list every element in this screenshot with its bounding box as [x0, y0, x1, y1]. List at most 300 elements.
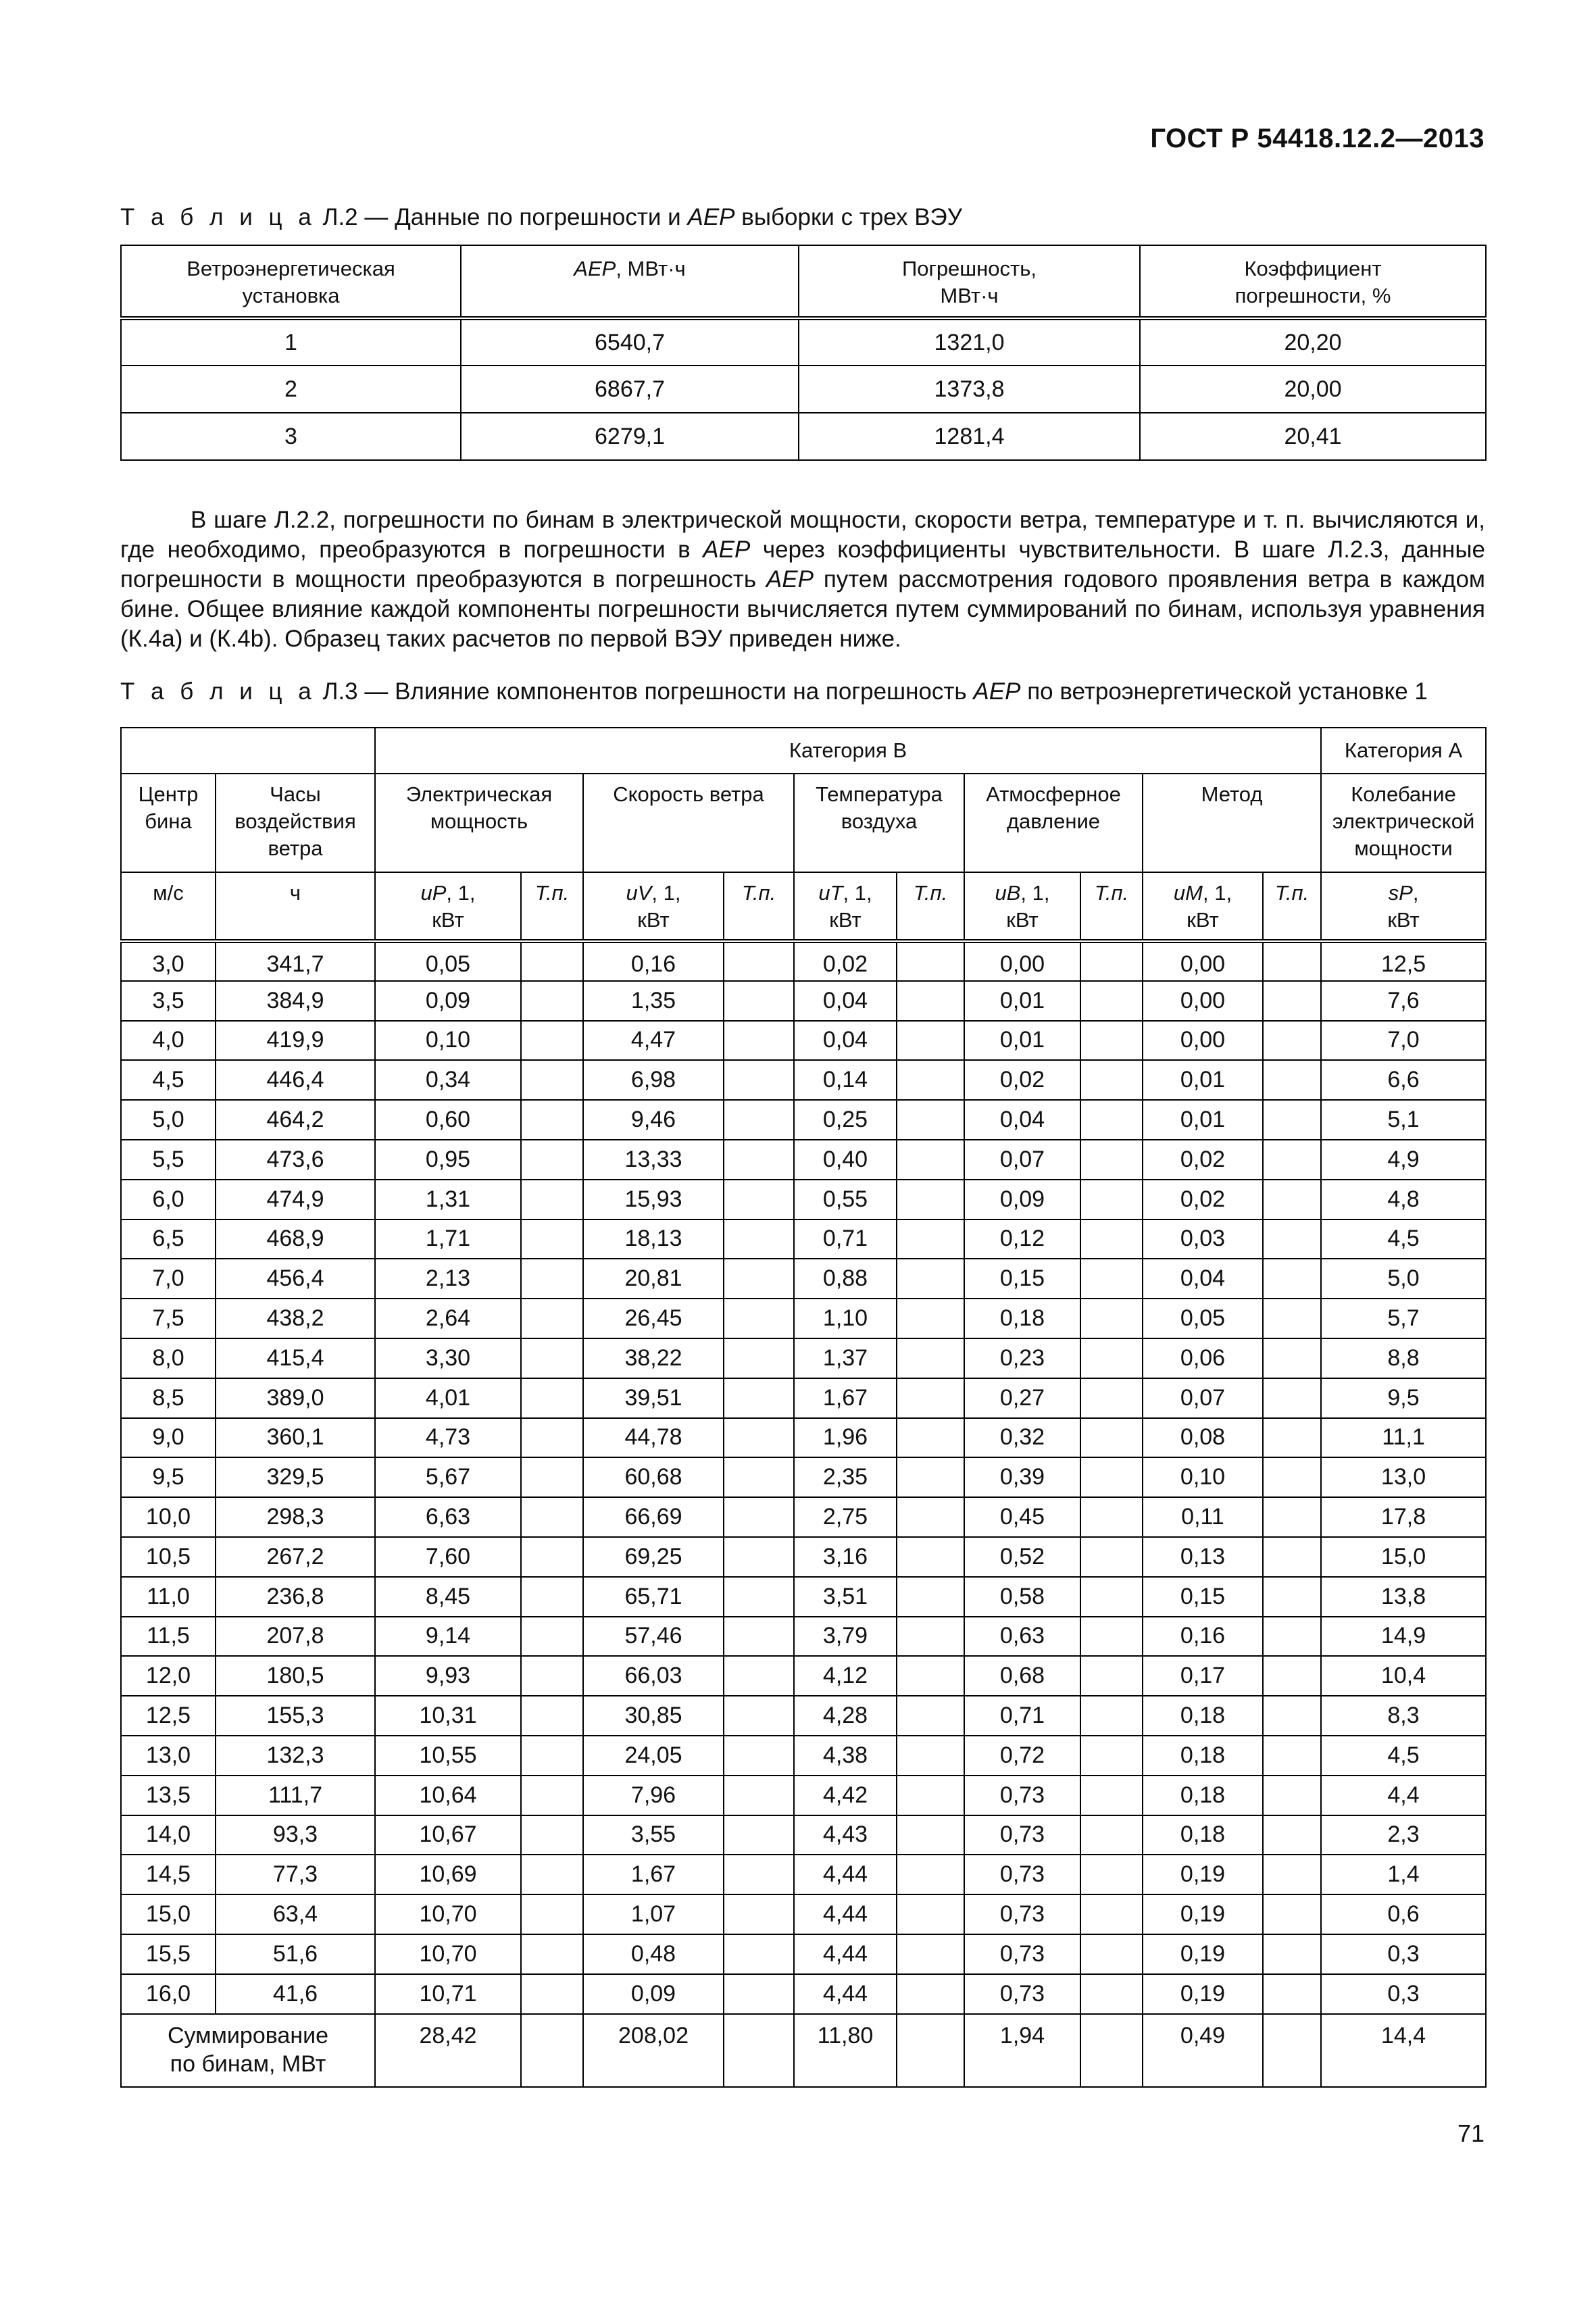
table-cell: 12,0: [121, 1656, 216, 1696]
tp-cell: [897, 1259, 964, 1299]
tp-cell: [897, 1776, 964, 1815]
table-cell: 0,09: [583, 1974, 724, 2014]
table-cell: 4,9: [1321, 1140, 1486, 1180]
tp-cell: [521, 1776, 583, 1815]
table-cell: 4,5: [1321, 1219, 1486, 1259]
tp-cell: [1080, 1021, 1143, 1061]
tp-cell: [521, 1418, 583, 1458]
table-cell: 0,73: [964, 1934, 1080, 1974]
table-cell: 66,03: [583, 1656, 724, 1696]
tp-cell: [521, 941, 583, 981]
tp-cell: [724, 1180, 794, 1219]
table3-name-row: [121, 774, 1486, 872]
table-cell: 66,69: [583, 1497, 724, 1537]
table-cell: 7,6: [1321, 981, 1486, 1021]
table-cell: 69,25: [583, 1537, 724, 1577]
table-cell: 0,60: [375, 1100, 521, 1140]
table-cell: 65,71: [583, 1577, 724, 1617]
standard-header: ГОСТ Р 54418.12.2—2013: [1150, 124, 1485, 153]
tp-cell: [1263, 1100, 1321, 1140]
table-cell: 1281,4: [799, 413, 1140, 460]
tp-cell: [521, 1815, 583, 1855]
sum-tp: [1263, 2014, 1321, 2087]
table-cell: 2,64: [375, 1299, 521, 1338]
table2-caption-aep: AEP: [687, 204, 735, 230]
table-cell: 473,6: [216, 1140, 375, 1180]
sum-speed: 208,02: [583, 2014, 724, 2087]
table-row: [121, 1497, 1486, 1537]
tp-cell: [1263, 1617, 1321, 1657]
tp-cell: [1080, 1259, 1143, 1299]
unit-hours: ч: [216, 872, 375, 941]
table-cell: 415,4: [216, 1338, 375, 1378]
table-cell: 0,72: [964, 1736, 1080, 1776]
tp-cell: [897, 1060, 964, 1100]
table-cell: 0,73: [964, 1776, 1080, 1815]
paragraph-text: В шаге Л.2.2, погрешности по бинам в электрической мощности, скорости ветра, температуре и т. п. вычисляются и, где необходимо, преобразуются в погрешности в AEP через коэффициенты чувствительности. В шаге Л.2.3, данные погрешности в мощности преобразуются в погрешность AEP путем рассмотрения годового проявления ветра в каждом бине. Общее влияние каждой компоненты погрешности вычисляется путем суммирований по бинам, используя уравнения (К.4а) и (К.4b). Образец таких расчетов по первой ВЭУ приведен ниже.: [120, 507, 1485, 652]
table-cell: 4,43: [794, 1815, 897, 1855]
tp-cell: [1263, 941, 1321, 981]
table-cell: 6540,7: [461, 318, 799, 366]
tp-cell: [521, 1378, 583, 1418]
table-cell: 7,60: [375, 1537, 521, 1577]
table-row: [121, 1934, 1486, 1974]
tp-cell: [724, 1934, 794, 1974]
table-row: [121, 1815, 1486, 1855]
table-cell: 0,63: [964, 1617, 1080, 1657]
tp-cell: [897, 1577, 964, 1617]
tp-cell: [1263, 1776, 1321, 1815]
table-cell: 0,15: [964, 1259, 1080, 1299]
table-cell: 38,22: [583, 1338, 724, 1378]
tp-cell: [897, 1457, 964, 1497]
table2-caption-end: выборки с трех ВЭУ: [741, 204, 962, 230]
table-cell: 13,0: [1321, 1457, 1486, 1497]
tp-cell: [521, 1934, 583, 1974]
table-cell: 44,78: [583, 1418, 724, 1458]
table2-caption: [120, 204, 962, 231]
tp-cell: [1263, 1457, 1321, 1497]
table-cell: 0,07: [1143, 1378, 1263, 1418]
table-cell: 0,01: [964, 981, 1080, 1021]
table-cell: 2,35: [794, 1457, 897, 1497]
table-cell: 464,2: [216, 1100, 375, 1140]
table-cell: 15,5: [121, 1934, 216, 1974]
tp-cell: [521, 1696, 583, 1736]
tp-cell: [521, 1259, 583, 1299]
unit-bin-center: м/с: [121, 872, 216, 941]
table-cell: 4,0: [121, 1021, 216, 1061]
table-cell: 77,3: [216, 1855, 375, 1894]
table-cell: 9,14: [375, 1617, 521, 1657]
table-cell: 0,02: [1143, 1140, 1263, 1180]
table-cell: 26,45: [583, 1299, 724, 1338]
sum-tp: [897, 2014, 964, 2087]
table-cell: 39,51: [583, 1378, 724, 1418]
table-row: [121, 981, 1486, 1021]
table-cell: 8,0: [121, 1338, 216, 1378]
table-row: [121, 1894, 1486, 1934]
table-cell: 0,25: [794, 1100, 897, 1140]
unit-up: uP, 1, кВт: [375, 872, 521, 941]
table-cell: 0,73: [964, 1855, 1080, 1894]
table2-col-turbine: Ветроэнергетическая установка: [121, 245, 461, 318]
table-cell: 0,73: [964, 1974, 1080, 2014]
table-cell: 0,45: [964, 1497, 1080, 1537]
table-cell: 0,19: [1143, 1974, 1263, 2014]
col-method: Метод: [1143, 774, 1321, 872]
table-cell: 8,45: [375, 1577, 521, 1617]
table-row: [121, 1617, 1486, 1657]
table-cell: 1,10: [794, 1299, 897, 1338]
table-cell: 18,13: [583, 1219, 724, 1259]
table-cell: 0,14: [794, 1060, 897, 1100]
tp-cell: [1263, 1021, 1321, 1061]
table-cell: 0,09: [375, 981, 521, 1021]
sum-tp: [1080, 2014, 1143, 2087]
sum-tp: [724, 2014, 794, 2087]
table-cell: 0,68: [964, 1656, 1080, 1696]
table-cell: 60,68: [583, 1457, 724, 1497]
tp-cell: [521, 1021, 583, 1061]
table-cell: 14,5: [121, 1855, 216, 1894]
tp-cell: [897, 1656, 964, 1696]
tp-cell: [1263, 1894, 1321, 1934]
unit-um: uM, 1, кВт: [1143, 872, 1263, 941]
table-cell: 3,5: [121, 981, 216, 1021]
table3-caption-lead: Т а б л и ц а: [120, 678, 316, 705]
tp-cell: [897, 1180, 964, 1219]
sum-power: 28,42: [375, 2014, 521, 2087]
tp-cell: [1080, 1100, 1143, 1140]
table-cell: 0,73: [964, 1815, 1080, 1855]
table-cell: 6,5: [121, 1219, 216, 1259]
table-cell: 4,73: [375, 1418, 521, 1458]
table-cell: 0,02: [1143, 1180, 1263, 1219]
table-cell: 0,34: [375, 1060, 521, 1100]
table-row: [121, 1100, 1486, 1140]
table-cell: 180,5: [216, 1656, 375, 1696]
tp-cell: [1080, 1537, 1143, 1577]
table-cell: 4,44: [794, 1974, 897, 2014]
table-cell: 0,95: [375, 1140, 521, 1180]
table-cell: 0,18: [1143, 1815, 1263, 1855]
table-cell: 13,0: [121, 1736, 216, 1776]
tp-cell: [521, 1180, 583, 1219]
table-cell: 6279,1: [461, 413, 799, 460]
table-cell: 8,8: [1321, 1338, 1486, 1378]
tp-cell: [724, 1259, 794, 1299]
table-cell: 11,5: [121, 1617, 216, 1657]
table-cell: 1,71: [375, 1219, 521, 1259]
tp-cell: [1263, 1537, 1321, 1577]
table-cell: 1373,8: [799, 366, 1140, 413]
table-cell: 0,71: [964, 1696, 1080, 1736]
table-row: [121, 413, 1486, 460]
tp-cell: [897, 1418, 964, 1458]
tp-cell: [1080, 1855, 1143, 1894]
table2-col-coefficient: Коэффициент погрешности, %: [1140, 245, 1486, 318]
table-row: [121, 318, 1486, 366]
tp-cell: [521, 1537, 583, 1577]
tp-cell: [724, 1815, 794, 1855]
table-cell: 446,4: [216, 1060, 375, 1100]
table-cell: 0,71: [794, 1219, 897, 1259]
table-cell: 30,85: [583, 1696, 724, 1736]
table-cell: 10,70: [375, 1934, 521, 1974]
table-cell: 10,69: [375, 1855, 521, 1894]
table-cell: 384,9: [216, 981, 375, 1021]
table-cell: 6,98: [583, 1060, 724, 1100]
table-cell: 2,13: [375, 1259, 521, 1299]
tp-cell: [724, 1776, 794, 1815]
tp-cell: [724, 1060, 794, 1100]
table-cell: 5,0: [121, 1100, 216, 1140]
table-cell: 4,5: [121, 1060, 216, 1100]
table-cell: 0,16: [1143, 1617, 1263, 1657]
tp-cell: [897, 1617, 964, 1657]
tp-cell: [1080, 1656, 1143, 1696]
table-cell: 0,00: [1143, 941, 1263, 981]
tp-cell: [724, 1338, 794, 1378]
tp-cell: [1080, 1140, 1143, 1180]
table-cell: 14,0: [121, 1815, 216, 1855]
unit-tp: T.п.: [724, 872, 794, 941]
table-cell: 4,01: [375, 1378, 521, 1418]
tp-cell: [1263, 1299, 1321, 1338]
table-cell: 0,01: [1143, 1060, 1263, 1100]
table-cell: 5,0: [1321, 1259, 1486, 1299]
table-cell: 474,9: [216, 1180, 375, 1219]
tp-cell: [1263, 1219, 1321, 1259]
tp-cell: [724, 1219, 794, 1259]
tp-cell: [724, 1577, 794, 1617]
table-cell: 0,08: [1143, 1418, 1263, 1458]
sum-fluctuation: 14,4: [1321, 2014, 1486, 2087]
table-cell: 7,96: [583, 1776, 724, 1815]
tp-cell: [724, 1378, 794, 1418]
table2-header-row: [121, 245, 1486, 318]
tp-cell: [897, 1736, 964, 1776]
table-cell: 3,79: [794, 1617, 897, 1657]
table-cell: 1,31: [375, 1180, 521, 1219]
table-cell: 0,05: [375, 941, 521, 981]
tp-cell: [897, 1894, 964, 1934]
tp-cell: [897, 981, 964, 1021]
tp-cell: [521, 1855, 583, 1894]
table-row: [121, 1180, 1486, 1219]
table-cell: 12,5: [1321, 941, 1486, 981]
table-row: [121, 1577, 1486, 1617]
table-cell: 419,9: [216, 1021, 375, 1061]
tp-cell: [897, 1338, 964, 1378]
tp-cell: [1080, 1418, 1143, 1458]
table-cell: 16,0: [121, 1974, 216, 2014]
tp-cell: [724, 1617, 794, 1657]
table-cell: 20,20: [1140, 318, 1486, 366]
table-cell: 207,8: [216, 1617, 375, 1657]
table-cell: 0,52: [964, 1537, 1080, 1577]
tp-cell: [1080, 1060, 1143, 1100]
tp-cell: [1263, 1180, 1321, 1219]
tp-cell: [521, 1219, 583, 1259]
table-cell: 0,18: [1143, 1696, 1263, 1736]
unit-tp: T.п.: [1080, 872, 1143, 941]
table-cell: 10,0: [121, 1497, 216, 1537]
tp-cell: [1080, 1696, 1143, 1736]
table-cell: 267,2: [216, 1537, 375, 1577]
table-cell: 9,5: [1321, 1378, 1486, 1418]
tp-cell: [1263, 1815, 1321, 1855]
table-cell: 20,00: [1140, 366, 1486, 413]
tp-cell: [897, 1497, 964, 1537]
table2: [120, 245, 1487, 461]
table3-sum-row: [121, 2014, 1486, 2087]
tp-cell: [521, 1736, 583, 1776]
table-cell: 155,3: [216, 1696, 375, 1736]
table-cell: 6,6: [1321, 1060, 1486, 1100]
table-cell: 4,44: [794, 1894, 897, 1934]
table-cell: 9,93: [375, 1656, 521, 1696]
table3-corner-cell: [121, 728, 375, 774]
table-cell: 10,4: [1321, 1656, 1486, 1696]
tp-cell: [1080, 1974, 1143, 2014]
table-cell: 1,37: [794, 1338, 897, 1378]
tp-cell: [521, 1338, 583, 1378]
tp-cell: [1263, 1656, 1321, 1696]
table-cell: 298,3: [216, 1497, 375, 1537]
tp-cell: [724, 1497, 794, 1537]
col-power-fluctuation: Колебание электрической мощности: [1321, 774, 1486, 872]
table-cell: 93,3: [216, 1815, 375, 1855]
tp-cell: [724, 1299, 794, 1338]
table-cell: 10,70: [375, 1894, 521, 1934]
tp-cell: [1080, 1617, 1143, 1657]
table-cell: 14,9: [1321, 1617, 1486, 1657]
tp-cell: [897, 1219, 964, 1259]
table-cell: 17,8: [1321, 1497, 1486, 1537]
table-cell: 2,3: [1321, 1815, 1486, 1855]
table-row: [121, 1259, 1486, 1299]
table-cell: 41,6: [216, 1974, 375, 2014]
table-cell: 0,07: [964, 1140, 1080, 1180]
table-cell: 9,5: [121, 1457, 216, 1497]
tp-cell: [1080, 1497, 1143, 1537]
table-cell: 7,0: [121, 1259, 216, 1299]
table-cell: 360,1: [216, 1418, 375, 1458]
tp-cell: [897, 1815, 964, 1855]
table-cell: 12,5: [121, 1696, 216, 1736]
tp-cell: [521, 1894, 583, 1934]
tp-cell: [521, 1457, 583, 1497]
tp-cell: [724, 1021, 794, 1061]
unit-uv: uV, 1, кВт: [583, 872, 724, 941]
table-cell: 0,88: [794, 1259, 897, 1299]
tp-cell: [897, 941, 964, 981]
tp-cell: [1263, 1736, 1321, 1776]
table-cell: 4,44: [794, 1934, 897, 1974]
table-cell: 0,27: [964, 1378, 1080, 1418]
tp-cell: [1080, 1219, 1143, 1259]
unit-tp: T.п.: [897, 872, 964, 941]
table-cell: 20,81: [583, 1259, 724, 1299]
table-row: [121, 1696, 1486, 1736]
tp-cell: [1263, 1338, 1321, 1378]
table-cell: 0,05: [1143, 1299, 1263, 1338]
table-cell: 2: [121, 366, 461, 413]
table-row: [121, 1060, 1486, 1100]
table-cell: 11,1: [1321, 1418, 1486, 1458]
table-cell: 1321,0: [799, 318, 1140, 366]
table-cell: 0,48: [583, 1934, 724, 1974]
table-cell: 13,8: [1321, 1577, 1486, 1617]
table-cell: 6867,7: [461, 366, 799, 413]
col-hours: Часы воздействия ветра: [216, 774, 375, 872]
tp-cell: [897, 1378, 964, 1418]
table-cell: 0,13: [1143, 1537, 1263, 1577]
table3: [120, 727, 1487, 2088]
table3-category-row: [121, 728, 1486, 774]
table3-caption-end: по ветроэнергетической установке 1: [1027, 678, 1428, 705]
table-cell: 0,03: [1143, 1219, 1263, 1259]
tp-cell: [521, 1060, 583, 1100]
tp-cell: [1080, 1180, 1143, 1219]
table-cell: 0,58: [964, 1577, 1080, 1617]
table-cell: 1,07: [583, 1894, 724, 1934]
table-cell: 0,10: [375, 1021, 521, 1061]
table-cell: 0,55: [794, 1180, 897, 1219]
table-row: [121, 1418, 1486, 1458]
table-cell: 0,3: [1321, 1974, 1486, 2014]
table-cell: 7,0: [1321, 1021, 1486, 1061]
table-cell: 438,2: [216, 1299, 375, 1338]
table-cell: 1: [121, 318, 461, 366]
tp-cell: [1080, 981, 1143, 1021]
tp-cell: [897, 1140, 964, 1180]
tp-cell: [897, 1021, 964, 1061]
table-cell: 11,0: [121, 1577, 216, 1617]
tp-cell: [1263, 1418, 1321, 1458]
table-cell: 0,6: [1321, 1894, 1486, 1934]
tp-cell: [1080, 1457, 1143, 1497]
tp-cell: [1080, 1299, 1143, 1338]
col-air-temperature: Температура воздуха: [794, 774, 964, 872]
table-cell: 24,05: [583, 1736, 724, 1776]
table-cell: 0,02: [794, 941, 897, 981]
tp-cell: [521, 1299, 583, 1338]
table-cell: 4,4: [1321, 1776, 1486, 1815]
table-cell: 10,71: [375, 1974, 521, 2014]
tp-cell: [724, 1736, 794, 1776]
tp-cell: [1263, 1060, 1321, 1100]
tp-cell: [521, 1617, 583, 1657]
table-cell: 5,1: [1321, 1100, 1486, 1140]
table-cell: 1,67: [583, 1855, 724, 1894]
tp-cell: [521, 1100, 583, 1140]
table3-body: [121, 941, 1486, 2087]
tp-cell: [724, 941, 794, 981]
table3-unit-row: [121, 872, 1486, 941]
table-cell: 10,67: [375, 1815, 521, 1855]
table-cell: 15,0: [121, 1894, 216, 1934]
col-electric-power: Электрическая мощность: [375, 774, 583, 872]
table-row: [121, 1656, 1486, 1696]
table-cell: 10,64: [375, 1776, 521, 1815]
table-cell: 3,16: [794, 1537, 897, 1577]
table-row: [121, 1299, 1486, 1338]
table-cell: 3,0: [121, 941, 216, 981]
col-bin-center: Центр бина: [121, 774, 216, 872]
